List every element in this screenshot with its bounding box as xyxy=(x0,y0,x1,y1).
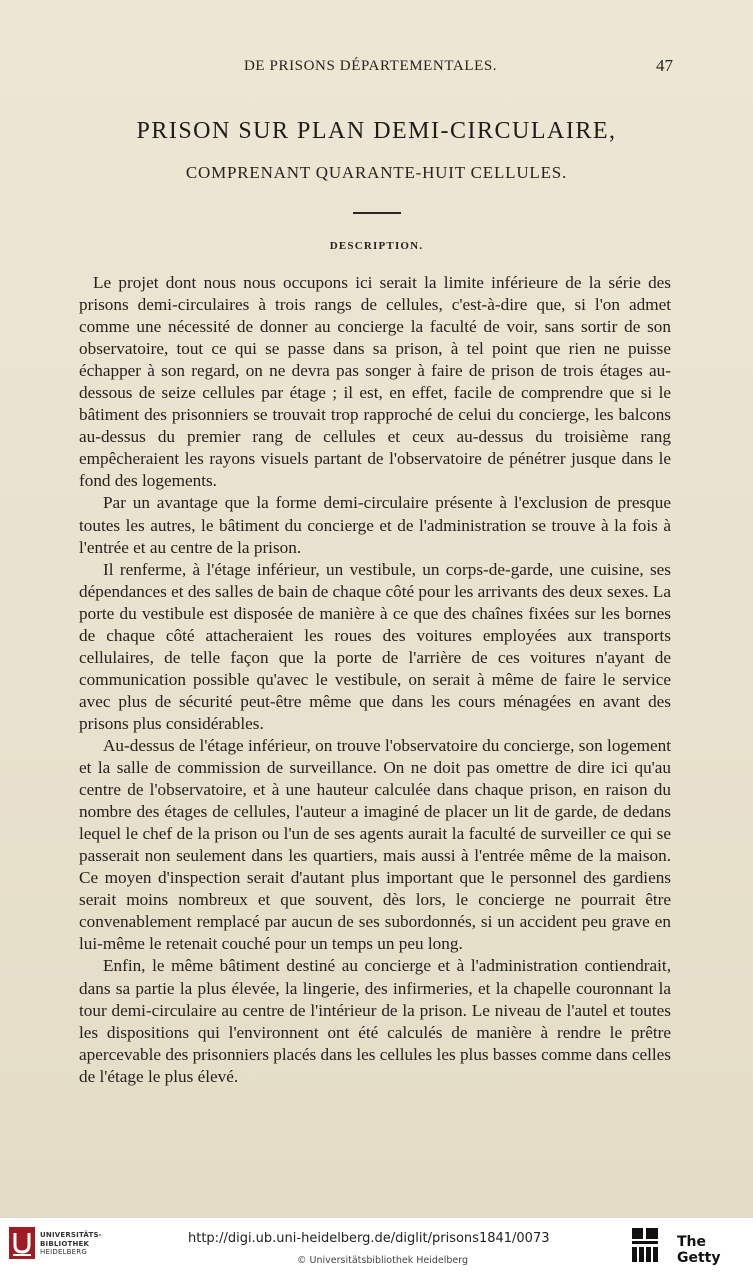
library-name xyxy=(40,1231,110,1257)
getty-name: The Getty xyxy=(677,1234,721,1266)
page-number: 47 xyxy=(656,56,673,75)
library-name-line: BIBLIOTHEK xyxy=(40,1239,90,1248)
section-heading: DESCRIPTION. xyxy=(329,240,424,252)
paragraph: Enfin, le même bâtiment destiné au concierge et à l'administration contiendrait, dans sa partie la plus élevée, la lingerie, des infirmeries, et la chapelle couronnant la tour demi-circulaire au centre de l'intérieur de la prison. Le niveau de l'autel et toutes les dispositions qui l'environnent ont été calculés de manière à rendre le prêtre apercevable des prisonniers placés dans les cellules les plus basses comme dans celles de l'étage le plus élevé. xyxy=(79,956,671,1086)
permalink-link[interactable]: http://digi.ub.uni-heidelberg.de/diglit/prisons1841/0073 xyxy=(188,1231,550,1246)
title-rule xyxy=(353,212,401,214)
copyright-notice: © Universitätsbibliothek Heidelberg xyxy=(297,1255,469,1266)
library-name-line: UNIVERSITÄTS- xyxy=(40,1231,102,1239)
paragraph: Le projet dont nous nous occupons ici serait la limite inférieure de la série des prisons demi-circulaires à trois rangs de cellules, c'est-à-dire que, si l'on admet comme une nécessité de donner au concierge la faculté de voir, sans sortir de son observatoire, tout ce qui se passe dans sa prison, à tel point que rien ne puisse échapper à son regard, on ne devra pas songer à faire de prison de trois étages au-dessous de seize cellules par étage ; il est, en effet, facile de comprendre que si le bâtiment des prisonniers se trouvait trop rapproché de celui du concierge, les balcons au-dessus du premier rang de cellules et ceux au-dessus du troisième rang empêcheraient les rayons visuels partant de l'observatoire de pénétrer jusque dans le fond des logements. xyxy=(79,273,671,491)
library-name-line: HEIDELBERG xyxy=(40,1248,87,1256)
body-text xyxy=(79,272,671,1088)
paragraph: Il renferme, à l'étage inférieur, un vestibule, un corps-de-garde, une cuisine, ses dépendances et des salles de bain de chaque côté pour les arrivants des deux sexes. La porte du vestibule est disposée de manière à ce que des chaînes fixées sur les bornes de chaque côté attacheraient les roues des voitures employées aux transports cellulaires, de telle façon que la porte de l'arrière de ces voitures n'ayant de communication possible qu'avec le vestibule, on serait à même de faire le service avec plus de sécurité peut-être même que dans les cours ménagées en avant des prisons plus considérables. xyxy=(79,559,671,733)
page-subtitle: COMPRENANT QUARANTE-HUIT CELLULES. xyxy=(185,163,568,182)
university-library-logo-icon[interactable] xyxy=(9,1227,35,1259)
paragraph: Au-dessus de l'étage inférieur, on trouve l'observatoire du concierge, son logement et la salle de commission de surveillance. On ne doit pas omettre de dire ici qu'au centre de l'observatoire, et à une hauteur calculée dans chaque prison, en raison du nombre des étages de cellules, l'auteur a imaginé de placer un lit de garde, de dedans lequel le chef de la prison ou l'un de ses agents aurait la faculté de surveiller ce qui se passerait non seulement dans les quartiers, mais aussi à l'entrée même de la maison. Ce moyen d'inspection serait d'autant plus important que le personnel des gardiens serait moins nombreux et que souvent, dès lors, le concierge ne pourrait être convenablement remplacé par aucun de ses subordonnés, si un accident peu grave en lui-même le retenait couché pour un temps un peu long. xyxy=(79,735,671,954)
viewer-footer xyxy=(0,1217,753,1274)
running-head: DE PRISONS DÉPARTEMENTALES. xyxy=(244,58,498,74)
paragraph: Par un avantage que la forme demi-circulaire présente à l'exclusion de presque toutes les autres, le bâtiment du concierge et de l'administration se trouve à la fois à l'entrée et au centre de la prison. xyxy=(79,493,671,557)
page-header xyxy=(0,58,753,80)
page-title: PRISON SUR PLAN DEMI-CIRCULAIRE, xyxy=(136,118,617,144)
getty-logo-icon[interactable] xyxy=(632,1228,658,1262)
